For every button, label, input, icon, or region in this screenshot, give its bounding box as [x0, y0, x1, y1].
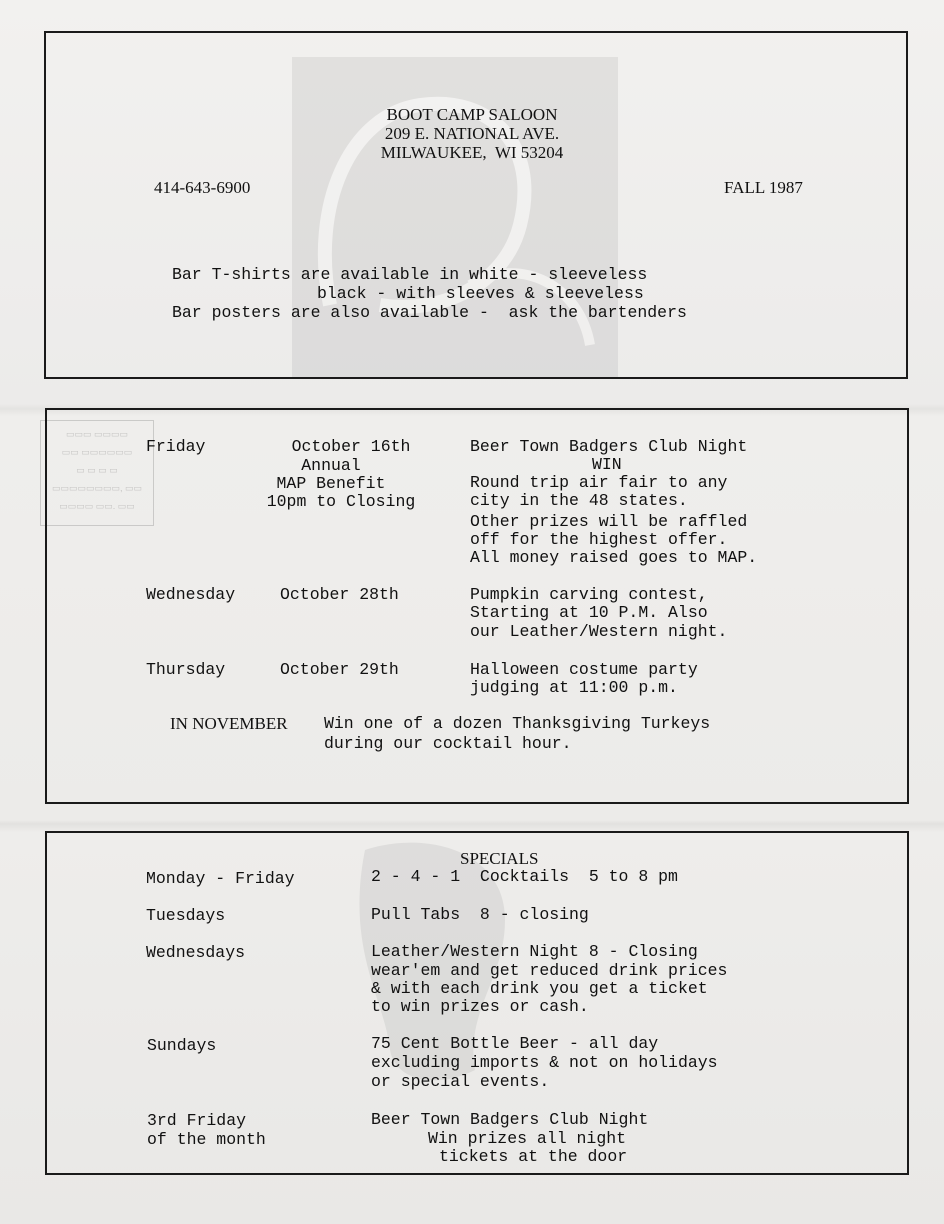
special-day: Tuesdays [146, 906, 226, 925]
event-desc-line: All money raised goes to MAP. [470, 548, 758, 567]
event-date: October 28th [280, 585, 399, 604]
event-date-note: MAP Benefit [276, 474, 386, 493]
special-desc-line: 2 - 4 - 1 Cocktails 5 to 8 pm [371, 867, 678, 886]
merch-line-2: black - with sleeves & sleeveless [317, 284, 644, 303]
special-desc-line: Beer Town Badgers Club Night [371, 1110, 649, 1129]
bulk-rate-stamp-ghost: ▭▭▭ ▭▭▭▭ ▭▭ ▭▭▭▭▭▭ ▭ ▭ ▭ ▭ ▭▭▭▭▭▭▭▭, ▭▭ ▭▭▭▭ ▭▭. ▭▭ [40, 420, 154, 526]
address-street: 209 E. NATIONAL AVE. [384, 124, 560, 143]
special-desc-line: Pull Tabs 8 - closing [371, 905, 589, 924]
special-desc-line: & with each drink you get a ticket [371, 979, 708, 998]
event-desc-line: Starting at 10 P.M. Also [470, 603, 708, 622]
event-desc-line: our Leather/Western night. [470, 622, 728, 641]
special-desc-line: or special events. [371, 1072, 550, 1091]
special-day: 3rd Friday [147, 1111, 247, 1130]
event-desc-line: Round trip air fair to any [470, 473, 728, 492]
special-desc-line: to win prizes or cash. [371, 997, 589, 1016]
bar-name: BOOT CAMP SALOON [386, 105, 558, 124]
november-label: IN NOVEMBER [170, 714, 288, 733]
november-line-1: Win one of a dozen Thanksgiving Turkeys [324, 714, 711, 733]
special-day: Monday - Friday [146, 869, 295, 888]
event-date: October 16th [291, 437, 411, 456]
header-panel [44, 31, 908, 379]
event-date-note: Annual [301, 456, 361, 475]
merch-line-1: Bar T-shirts are available in white - sleeveless [172, 265, 648, 284]
event-desc-line: judging at 11:00 p.m. [470, 678, 678, 697]
event-day: Wednesday [146, 585, 236, 604]
specials-title: SPECIALS [460, 849, 539, 868]
event-desc-line: off for the highest offer. [470, 530, 728, 549]
special-desc-line: 75 Cent Bottle Beer - all day [371, 1034, 659, 1053]
event-day: Thursday [146, 660, 226, 679]
phone-number: 414-643-6900 [154, 178, 251, 197]
special-desc-line: tickets at the door [439, 1147, 628, 1166]
event-desc-line: Other prizes will be raffled [470, 512, 748, 531]
special-day: Sundays [147, 1036, 217, 1055]
special-day: of the month [147, 1130, 266, 1149]
event-date: October 29th [280, 660, 399, 679]
event-desc-line: WIN [592, 455, 622, 474]
merch-line-3: Bar posters are also available - ask the bartenders [172, 303, 687, 322]
special-desc-line: Leather/Western Night 8 - Closing [371, 942, 698, 961]
event-desc-line: Pumpkin carving contest, [470, 585, 708, 604]
event-desc-line: Halloween costume party [470, 660, 698, 679]
november-line-2: during our cocktail hour. [324, 734, 572, 753]
season-label: FALL 1987 [724, 178, 803, 197]
event-day: Friday [146, 437, 206, 456]
special-desc-line: excluding imports & not on holidays [371, 1053, 718, 1072]
event-desc-line: city in the 48 states. [470, 491, 688, 510]
event-desc-line: Beer Town Badgers Club Night [470, 437, 748, 456]
special-day: Wednesdays [146, 943, 246, 962]
address-city: MILWAUKEE, WI 53204 [380, 143, 564, 162]
special-desc-line: Win prizes all night [428, 1129, 627, 1148]
special-desc-line: wear'em and get reduced drink prices [371, 961, 728, 980]
event-date-note: 10pm to Closing [266, 492, 416, 511]
